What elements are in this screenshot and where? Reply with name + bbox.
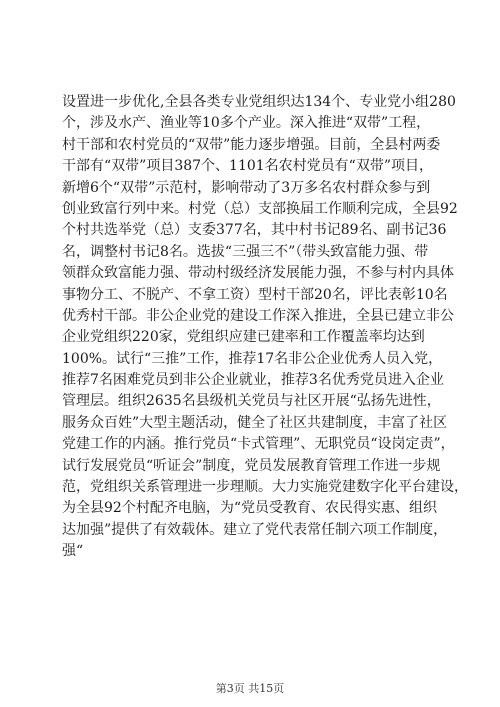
text-line: 企业党组织220家，党组织应建已建率和工作覆盖率均达到 bbox=[62, 329, 425, 346]
text-line: 新增6个“双带”示范村，影响带动了3万多名农村群众参与到 bbox=[62, 179, 431, 196]
text-line: 创业致富行列中来。村党（总）支部换届工作顺利完成，全县92 bbox=[62, 200, 458, 217]
text-line: 管理层。组织2635名县级机关党员与社区开展“弘扬先进性， bbox=[62, 393, 441, 410]
text-line: 推荐7名困难党员到非公企业就业，推荐3名优秀党员进入企业 bbox=[62, 372, 444, 389]
text-line: 服务众百姓”大型主题活动，健全了社区共建制度，丰富了社区 bbox=[62, 414, 448, 431]
text-line: 个，涉及水产、渔业等10多个产业。深入推进“双带”工程， bbox=[62, 115, 431, 132]
text-line: 干部有“双带”项目387个、1101名农村党员有“双带”项目， bbox=[62, 158, 433, 175]
text-line: 个村共选举党（总）支委377名，其中村书记89名、副书记36 bbox=[62, 222, 447, 239]
text-line: 优秀村干部。非公企业党的建设工作深入推进，全县已建立非公 bbox=[62, 307, 454, 324]
text-line: 党建工作的内涵。推行党员“卡式管理”、无职党员“设岗定责”， bbox=[62, 436, 455, 453]
text-line: 设置进一步优化,全县各类专业党组织达134个、专业党小组280 bbox=[62, 94, 456, 110]
text-line: 范，党组织关系管理进一步理顺。大力实施党建数字化平台建设， bbox=[62, 479, 468, 496]
page-number-footer: 第3页 共15页 bbox=[215, 682, 285, 695]
text-line: 事物分工、不脱产、不拿工资）型村干部20名，评比表彰10名 bbox=[62, 286, 448, 303]
text-line: 村干部和农村党员的“双带”能力逐步增强。目前，全县村两委 bbox=[62, 136, 441, 153]
text-line: 100%。试行“三推”工作，推荐17名非公企业优秀人员入党， bbox=[62, 350, 443, 367]
text-line: 名，调整村书记8名。选拔“三强三不”（带头致富能力强、带 bbox=[62, 243, 429, 260]
body-text bbox=[62, 92, 468, 563]
text-line: 为全县92个村配齐电脑，为“党员受教育、农民得实惠、组织 bbox=[62, 500, 437, 517]
text-line: 试行发展党员“听证会”制度，党员发展教育管理工作进一步规 bbox=[62, 457, 441, 474]
text-line: 达加强”提供了有效载体。建立了党代表常任制六项工作制度， bbox=[62, 521, 448, 538]
text-line: 强“ bbox=[62, 543, 84, 560]
text-line: 领群众致富能力强、带动村级经济发展能力强，不参与村内具体 bbox=[62, 265, 454, 282]
